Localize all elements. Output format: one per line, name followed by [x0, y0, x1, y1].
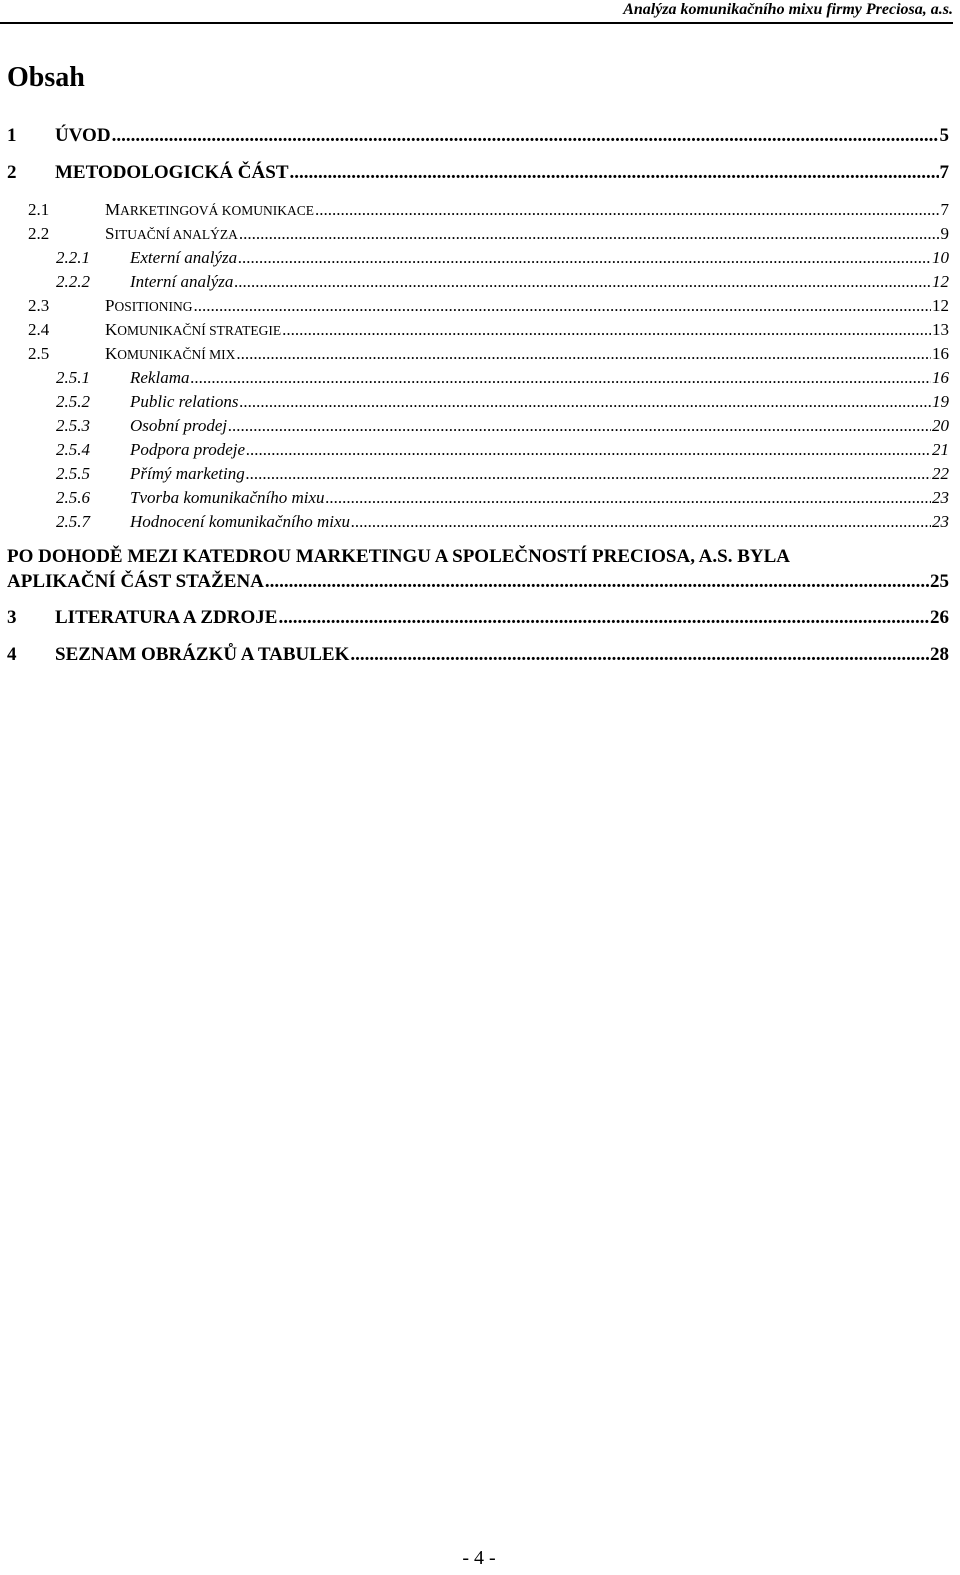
toc-entry-number: 2.5 — [28, 344, 50, 363]
toc-entry-number: 3 — [7, 607, 17, 628]
toc-entry-label: KOMUNIKAČNÍ MIX — [105, 344, 236, 363]
toc-entry-public-relations[interactable] — [56, 391, 949, 413]
toc-dot-leader — [326, 487, 931, 509]
toc-entry-page: 9 — [940, 224, 949, 243]
toc-entry-seznam-obrazku-a-tabulek[interactable] — [7, 643, 949, 667]
toc-entry-page: 7 — [939, 162, 949, 183]
toc-dot-leader — [228, 415, 931, 437]
toc-entry-label: Interní analýza — [130, 272, 234, 291]
toc-entry-page: 5 — [939, 125, 949, 146]
toc-entry-page: 12 — [932, 272, 949, 291]
toc-entry-label: Public relations — [130, 392, 239, 411]
toc-entry-page: 12 — [932, 296, 949, 315]
toc-dot-leader — [265, 570, 929, 594]
toc-dot-leader — [236, 343, 931, 365]
toc-entry-osobni-prodej[interactable] — [56, 415, 949, 437]
toc-entry-number: 1 — [7, 125, 17, 146]
toc-entry-label: SEZNAM OBRÁZKŮ A TABULEK — [55, 644, 350, 665]
toc-entry-page: 10 — [932, 248, 949, 267]
toc-dot-leader — [278, 606, 929, 630]
toc-entry-page: 20 — [932, 416, 949, 435]
toc-entry-hodnoceni-komunikacniho-mixu[interactable] — [56, 511, 949, 533]
toc-entry-situacni-analyza[interactable] — [28, 223, 949, 246]
toc-entry-label: Hodnocení komunikačního mixu — [130, 512, 350, 531]
toc-entry-page: 13 — [932, 320, 949, 339]
toc-entry-number: 2.4 — [28, 320, 50, 339]
toc-entry-label: POSITIONING — [105, 296, 193, 315]
toc-entry-number: 2 — [7, 162, 17, 183]
toc-entry-tvorba-komunikacniho-mixu[interactable] — [56, 487, 949, 509]
toc-dot-leader — [193, 295, 931, 317]
toc-entry-marketingova-komunikace[interactable] — [28, 199, 949, 222]
toc-entry-number: 2.3 — [28, 296, 50, 315]
toc-entry-label: METODOLOGICKÁ ČÁST — [55, 162, 289, 183]
toc-entry-label: KOMUNIKAČNÍ STRATEGIE — [105, 320, 282, 339]
toc-entry-label: APLIKAČNÍ ČÁST STAŽENA — [7, 571, 264, 592]
toc-entry-number: 2.5.7 — [56, 512, 90, 531]
toc-dot-leader — [350, 643, 929, 667]
toc-entry-aplikacni-cast[interactable] — [7, 570, 949, 594]
toc-entry-externi-analyza[interactable] — [56, 247, 949, 269]
toc-entry-page: 7 — [940, 200, 949, 219]
toc-entry-podpora-prodeje[interactable] — [56, 439, 949, 461]
toc-entry-komunikacni-mix[interactable] — [28, 343, 949, 366]
toc-dot-leader — [190, 367, 931, 389]
toc-entry-page: 23 — [932, 488, 949, 507]
toc-entry-label: ÚVOD — [55, 125, 111, 146]
page-footer — [0, 1546, 960, 1570]
toc-entry-number: 2.5.6 — [56, 488, 90, 507]
toc-entry-label: Podpora prodeje — [130, 440, 246, 459]
running-header — [0, 0, 953, 24]
toc-entry-page: 22 — [932, 464, 949, 483]
toc-entry-label: Tvorba komunikačního mixu — [130, 488, 325, 507]
toc-entry-number: 2.2.2 — [56, 272, 90, 291]
toc-entry-page: 16 — [932, 344, 949, 363]
toc-entry-page: 25 — [930, 571, 949, 592]
toc-dot-leader — [238, 247, 931, 269]
toc-entry-page: 19 — [932, 392, 949, 411]
toc-dot-leader — [290, 161, 939, 185]
toc-dot-leader — [239, 223, 940, 245]
toc-entry-primy-marketing[interactable] — [56, 463, 949, 485]
toc-entry-number: 2.5.4 — [56, 440, 90, 459]
toc-entry-page: 26 — [930, 607, 949, 628]
toc-entry-positioning[interactable] — [28, 295, 949, 318]
toc-dot-leader — [234, 271, 931, 293]
toc-entry-komunikacni-strategie[interactable] — [28, 319, 949, 342]
toc-entry-label: MARKETINGOVÁ KOMUNIKACE — [105, 200, 314, 219]
toc-entry-number: 2.5.1 — [56, 368, 90, 387]
toc-dot-leader — [351, 511, 931, 533]
toc-entry-label: Přímý marketing — [130, 464, 245, 483]
toc-entry-literatura-a-zdroje[interactable] — [7, 606, 949, 630]
toc-entry-label: Osobní prodej — [130, 416, 228, 435]
toc-entry-label: LITERATURA A ZDROJE — [55, 607, 278, 628]
toc-entry-label: Externí analýza — [130, 248, 238, 267]
toc-dot-leader — [246, 463, 931, 485]
toc-title: Obsah — [7, 62, 85, 93]
toc-dot-leader — [315, 199, 940, 221]
toc-entry-number: 2.2.1 — [56, 248, 90, 267]
toc-entry-reklama[interactable] — [56, 367, 949, 389]
toc-entry-number: 2.5.2 — [56, 392, 90, 411]
toc-entry-number: 2.5.5 — [56, 464, 90, 483]
toc-entry-page: 28 — [930, 644, 949, 665]
toc-dot-leader — [282, 319, 931, 341]
toc-dot-leader — [112, 124, 939, 148]
toc-entry-aplikacni-cast-line1: PO DOHODĚ MEZI KATEDROU MARKETINGU A SPOLEČNOSTÍ PRECIOSA, A.S. BYLA — [7, 546, 790, 567]
toc-entry-label: SITUAČNÍ ANALÝZA — [105, 224, 238, 243]
toc-entry-number: 4 — [7, 644, 17, 665]
toc-entry-page: 16 — [932, 368, 949, 387]
toc-dot-leader — [239, 391, 931, 413]
toc-entry-label: Reklama — [130, 368, 190, 387]
toc-entry-number: 2.5.3 — [56, 416, 90, 435]
toc-entry-uvod[interactable] — [7, 124, 949, 148]
page-number: - 4 - — [462, 1547, 496, 1569]
toc-entry-number: 2.1 — [28, 200, 50, 219]
toc-entry-metodologicka-cast[interactable] — [7, 161, 949, 185]
toc-entry-page: 21 — [932, 440, 949, 459]
running-header-title: Analýza komunikačního mixu firmy Preciosa, a.s. — [623, 1, 953, 18]
toc-entry-number: 2.2 — [28, 224, 50, 243]
toc-entry-page: 23 — [932, 512, 949, 531]
toc-dot-leader — [246, 439, 931, 461]
toc-entry-interni-analyza[interactable] — [56, 271, 949, 293]
